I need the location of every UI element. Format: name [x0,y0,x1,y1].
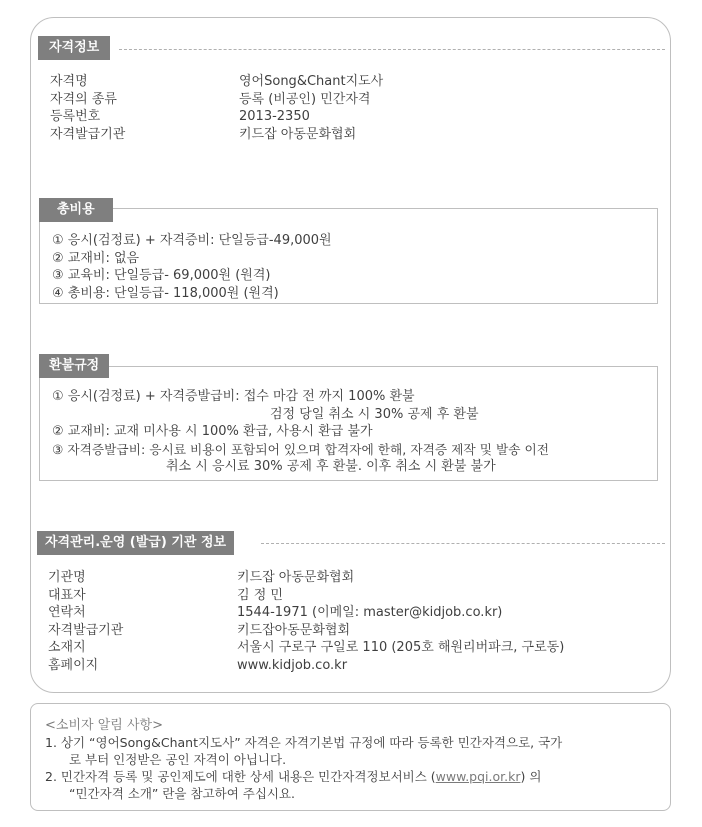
row-label: 자격발급기관 [50,126,126,142]
row-label: 등록번호 [50,109,101,124]
refund-list [52,388,549,476]
notice-item [45,768,562,785]
refund-line: ③ 자격증발급비: 응시료 비용이 포함되어 있으며 합격자에 한해, 자격증 제작 및 발송 이전 [52,441,550,457]
notice-item-cont: 로 부터 인정받은 공인 자격이 아닙니다. [69,752,287,767]
org-info-row [48,622,648,640]
cert-info-row [50,73,610,91]
org-info-list [48,569,648,674]
row-value: 키드잡 아동문화협회 [239,126,357,142]
notice-title: <소비자 알림 사항> [45,718,163,733]
refund-line-cont: 검정 당일 취소 시 30% 공제 후 환불 [270,406,479,422]
row-value: 키드잡아동문화협회 [237,622,351,638]
row-label: 연락처 [48,605,86,620]
row-value: 1544-1971 (이메일: master@kidjob.co.kr) [237,605,503,620]
org-info-row [48,639,648,657]
row-value: 서울시 구로구 구일로 110 (205호 해원리버파크, 구로동) [237,640,565,655]
cert-info-row [50,126,610,144]
cert-info-row [50,91,610,109]
org-info-row [48,587,648,605]
refund-header [39,354,109,378]
consumer-notice [30,703,671,811]
cert-info-row [50,108,610,126]
org-info-row [48,604,648,622]
row-label: 기관명 [48,570,86,585]
total-cost-header [39,198,113,222]
notice-list [45,734,562,802]
row-value: 키드잡 아동문화협회 [237,570,355,585]
org-info-header [37,531,234,555]
refund-line: ② 교재비: 교재 미사용 시 100% 환급, 사용시 환급 불가 [52,424,373,439]
row-value: 등록 (비공인) 민간자격 [239,91,371,107]
cost-line: ① 응시(검정료) + 자격증비: 단일등급-49,000원 [52,233,332,248]
cost-line: ③ 교육비: 단일등급- 69,000원 (원격) [52,268,271,283]
pqi-link[interactable]: www.pqi.or.kr [435,769,521,784]
row-label: 자격명 [50,74,88,89]
total-cost-list [52,232,332,302]
notice-text: ) 의 [520,769,542,784]
org-info-title: 자격관리.운영 (발급) 기관 정보 [37,531,234,555]
info-card [30,17,671,693]
row-label: 자격발급기관 [48,622,124,638]
row-label: 홈페이지 [48,657,99,673]
org-info-divider [261,543,665,544]
refund-line-cont: 취소 시 응시료 30% 공제 후 환불. 이후 취소 시 환불 불가 [166,459,496,474]
notice-item-cont: “민간자격 소개” 란을 참고하여 주십시요. [69,786,296,801]
cert-info-header [38,36,668,60]
cert-info-list [50,73,610,143]
refund-title: 환불규정 [39,354,109,378]
row-value: 영어Song&Chant지도사 [239,74,384,89]
notice-item: 1. 상기 “영어Song&Chant지도사” 자격은 자격기본법 규정에 따라 등록한 민간자격으로, 국가 [45,735,563,750]
org-info-row [48,657,648,675]
row-label: 자격의 종류 [50,91,117,107]
cost-line: ② 교재비: 없음 [52,250,140,266]
refund-line: ① 응시(검정료) + 자격증발급비: 접수 마감 전 까지 100% 환불 [52,389,415,404]
total-cost-title: 총비용 [39,198,113,222]
org-info-row [48,569,648,587]
row-value: 2013-2350 [239,109,310,124]
row-value: www.kidjob.co.kr [237,657,348,673]
cert-info-divider [119,49,665,50]
notice-text: 2. 민간자격 등록 및 공인제도에 대한 상세 내용은 민간자격정보서비스 ( [45,769,436,784]
cert-info-title: 자격정보 [38,36,110,60]
row-label: 대표자 [48,587,86,603]
cost-line: ④ 총비용: 단일등급- 118,000원 (원격) [52,285,279,301]
row-value: 김 정 민 [237,587,283,603]
row-label: 소재지 [48,640,86,655]
